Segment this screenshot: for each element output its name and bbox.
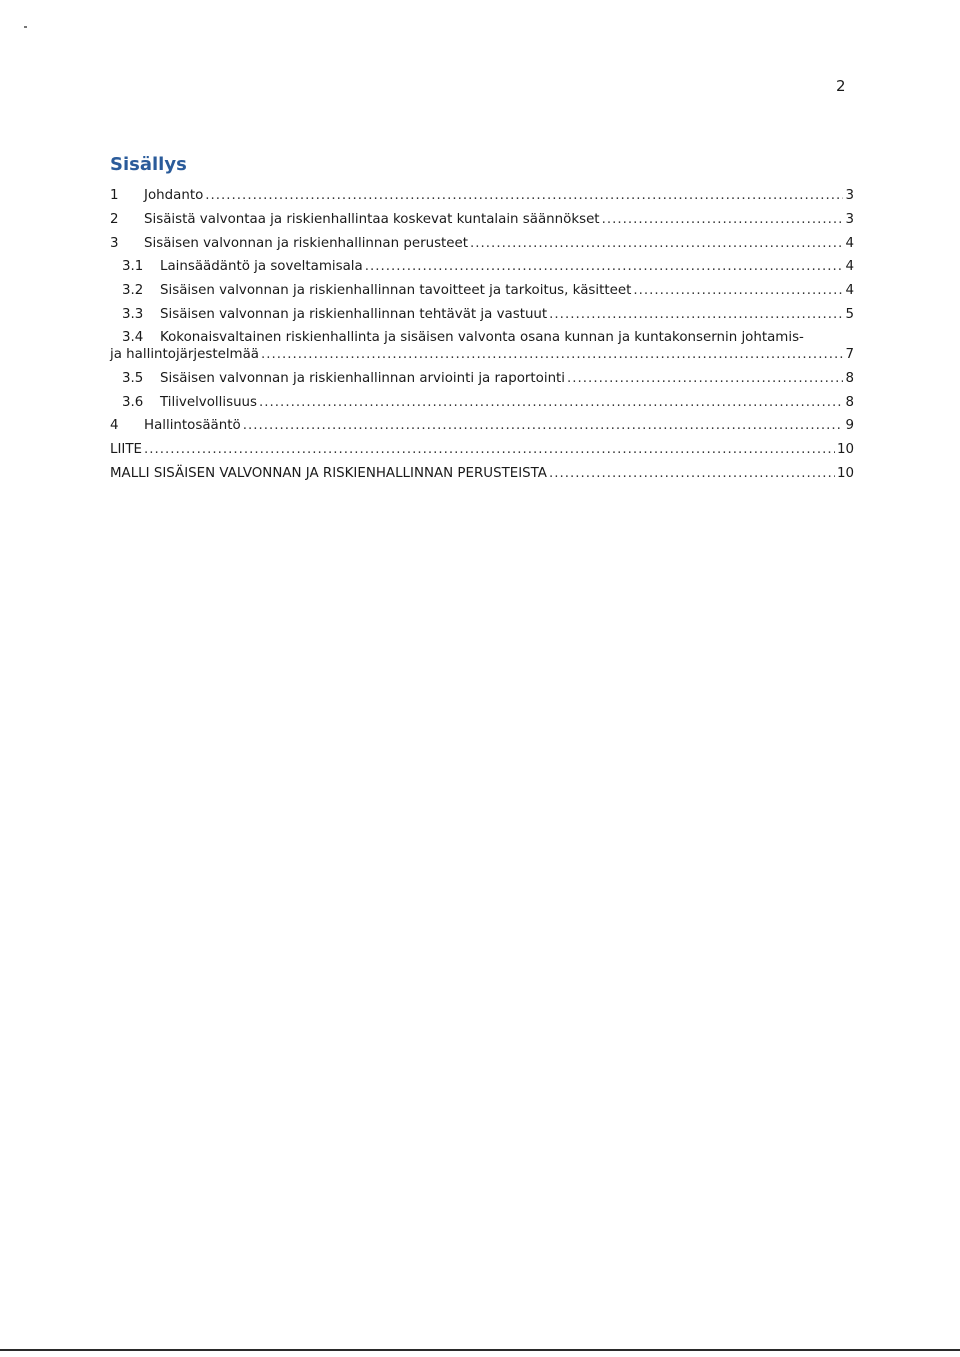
toc-entry-4[interactable] bbox=[110, 417, 854, 441]
toc-entry-3[interactable] bbox=[110, 235, 854, 259]
toc-entry-page: 10 bbox=[836, 465, 854, 481]
toc-entry-page: 7 bbox=[845, 346, 854, 362]
toc-entry-number: 3.2 bbox=[122, 283, 144, 299]
toc-title: Sisällys bbox=[110, 154, 187, 175]
toc-entry-3-2[interactable] bbox=[110, 282, 854, 306]
toc-entry-number: 3.3 bbox=[122, 306, 144, 322]
dot-leader bbox=[365, 258, 844, 276]
toc-entry-text-continued: ja hallintojärjestelmää bbox=[110, 346, 259, 362]
dot-leader bbox=[205, 187, 843, 205]
toc-entry-3-5[interactable] bbox=[110, 370, 854, 394]
dot-leader bbox=[602, 211, 844, 229]
toc-entry-page: 3 bbox=[845, 211, 854, 227]
dot-leader bbox=[633, 282, 843, 300]
toc-entry-malli[interactable] bbox=[110, 465, 854, 489]
toc-entry-number: 3.6 bbox=[122, 394, 144, 410]
toc-entry-page: 4 bbox=[845, 283, 854, 299]
page-bottom-edge bbox=[0, 1349, 960, 1351]
page-number: 2 bbox=[836, 77, 846, 95]
dot-leader bbox=[549, 465, 835, 483]
table-of-contents bbox=[110, 187, 854, 489]
toc-entry-number: 4 bbox=[110, 418, 119, 434]
toc-entry-text: Kokonaisvaltainen riskienhallinta ja sisäisen valvonta osana kunnan ja kuntakonsernin johtamis- bbox=[160, 329, 804, 345]
toc-entry-3-4[interactable] bbox=[110, 330, 854, 370]
toc-entry-text: Sisäisen valvonnan ja riskienhallinnan tehtävät ja vastuut bbox=[160, 306, 548, 322]
toc-entry-number: 1 bbox=[110, 188, 119, 203]
toc-entry-page: 4 bbox=[845, 235, 854, 251]
dot-leader bbox=[243, 417, 844, 435]
toc-entry-page: 10 bbox=[836, 442, 854, 458]
toc-entry-text: MALLI SISÄISEN VALVONNAN JA RISKIENHALLINNAN PERUSTEISTA bbox=[110, 465, 547, 481]
toc-entry-text: Hallintosääntö bbox=[144, 418, 241, 434]
toc-entry-page: 8 bbox=[845, 394, 854, 410]
toc-entry-text: Lainsäädäntö ja soveltamisala bbox=[160, 259, 363, 275]
toc-entry-number: 3 bbox=[110, 235, 119, 251]
toc-entry-page: 5 bbox=[845, 306, 854, 322]
toc-entry-text: Johdanto bbox=[144, 188, 204, 203]
toc-entry-text: Sisäisen valvonnan ja riskienhallinnan arviointi ja raportointi bbox=[160, 370, 566, 386]
toc-entry-text: Sisäisen valvonnan ja riskienhallinnan tavoitteet ja tarkoitus, käsitteet bbox=[160, 283, 632, 299]
toc-entry-text: Sisäisen valvonnan ja riskienhallinnan perusteet bbox=[144, 235, 469, 251]
toc-entry-number: 2 bbox=[110, 211, 119, 227]
dot-leader bbox=[470, 235, 843, 253]
toc-entry-number: 3.4 bbox=[122, 329, 144, 345]
scan-mark bbox=[24, 26, 27, 28]
toc-entry-number: 3.5 bbox=[122, 370, 144, 386]
toc-entry-3-6[interactable] bbox=[110, 394, 854, 418]
toc-entry-page: 9 bbox=[845, 418, 854, 434]
dot-leader bbox=[144, 441, 835, 459]
toc-entry-2[interactable] bbox=[110, 211, 854, 235]
toc-entry-number: 3.1 bbox=[122, 259, 144, 275]
toc-entry-page: 3 bbox=[845, 188, 854, 203]
toc-entry-1[interactable] bbox=[110, 187, 854, 211]
toc-entry-3-3[interactable] bbox=[110, 306, 854, 330]
dot-leader bbox=[261, 346, 843, 364]
toc-entry-page: 4 bbox=[845, 259, 854, 275]
toc-entry-page: 8 bbox=[845, 370, 854, 386]
toc-entry-text: Sisäistä valvontaa ja riskienhallintaa koskevat kuntalain säännökset bbox=[144, 211, 600, 227]
dot-leader bbox=[549, 306, 843, 324]
dot-leader bbox=[567, 370, 843, 388]
toc-entry-liite[interactable] bbox=[110, 441, 854, 465]
toc-entry-3-1[interactable] bbox=[110, 258, 854, 282]
toc-entry-text: Tilivelvollisuus bbox=[160, 394, 258, 410]
toc-entry-text: LIITE bbox=[110, 442, 142, 458]
dot-leader bbox=[259, 394, 843, 412]
